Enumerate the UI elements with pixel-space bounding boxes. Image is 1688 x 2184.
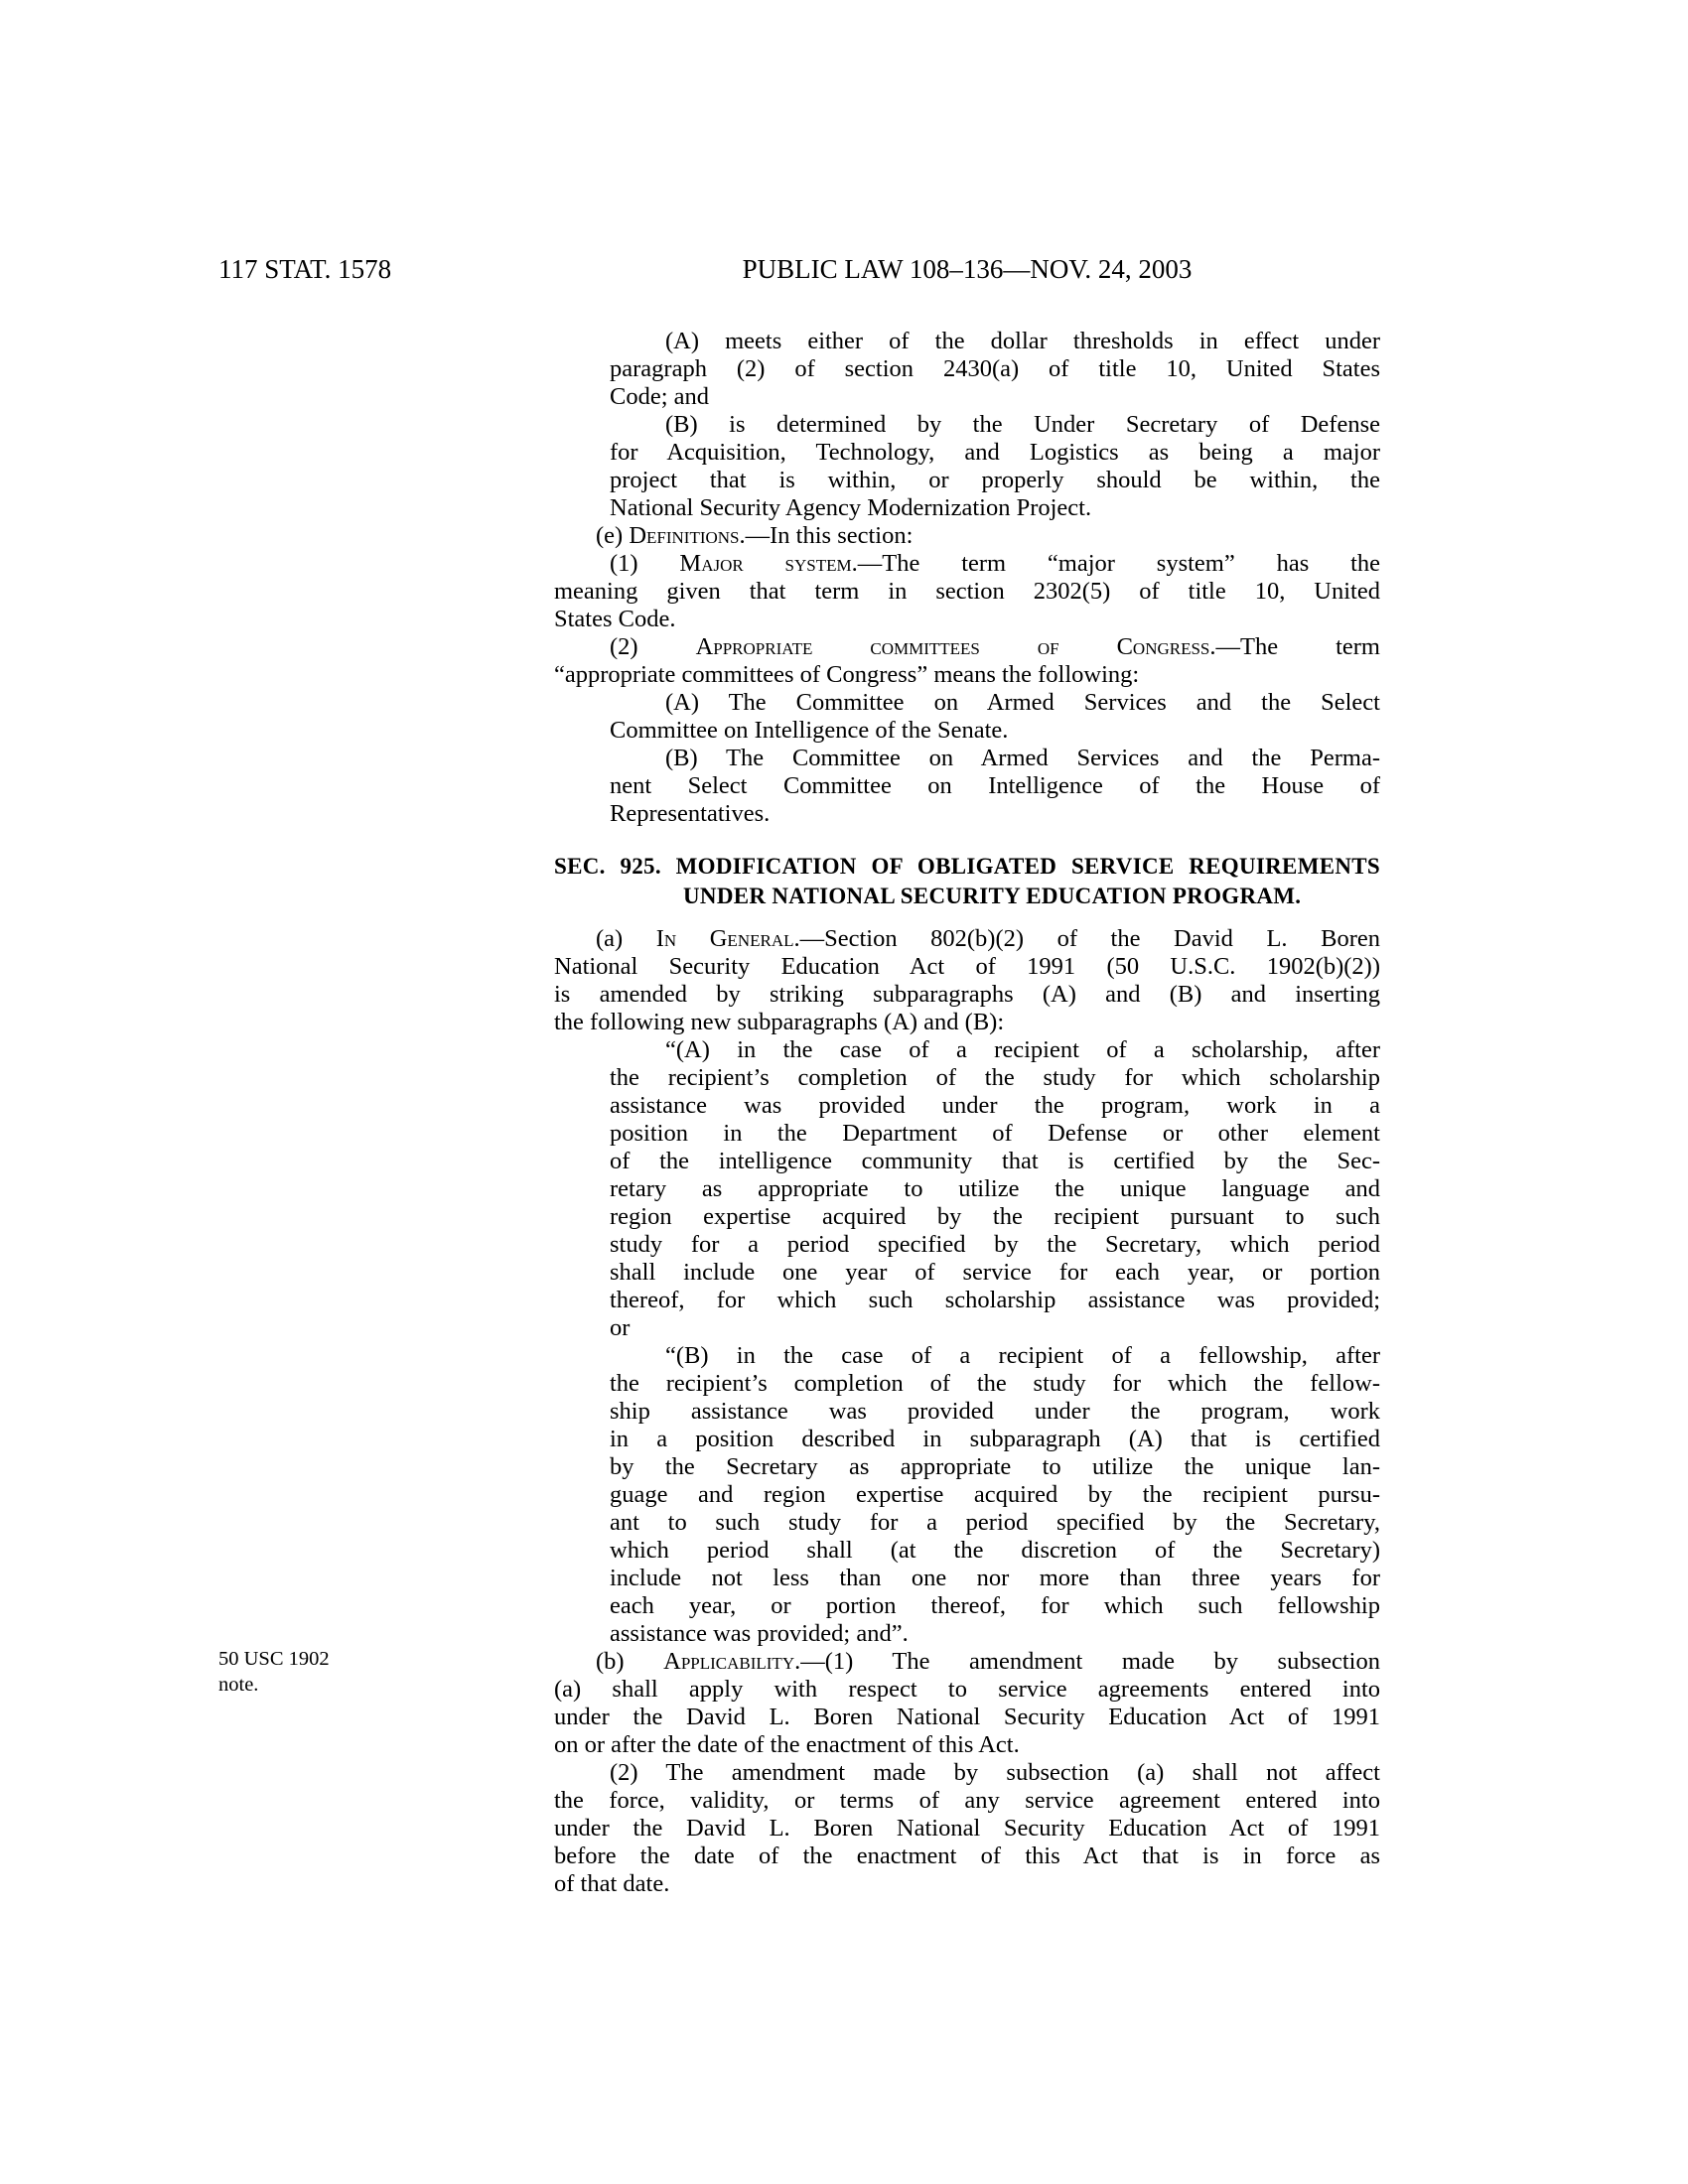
statute-body <box>554 328 1380 1898</box>
text-run: (2) The amendment made by subsection (a) shall not affect <box>610 1759 1380 1786</box>
text-run: “(B) in the case of a recipient of a fellowship, after <box>665 1342 1380 1369</box>
small-caps-term: Definitions <box>629 522 740 549</box>
statute-line <box>610 467 1380 494</box>
text-run: .—The term <box>1209 633 1380 660</box>
text-run: guage and region expertise acquired by the recipient pursu- <box>610 1481 1380 1508</box>
statute-line <box>554 1009 1380 1036</box>
statute-line <box>610 1426 1380 1453</box>
page-number: 117 STAT. 1578 <box>218 254 392 284</box>
text-run: .—In this section: <box>739 522 914 549</box>
text-run: study for a period specified by the Secretary, which period <box>610 1231 1380 1258</box>
statute-line <box>610 1259 1380 1287</box>
statute-line <box>610 1120 1380 1148</box>
statute-line <box>596 1648 1380 1676</box>
text-run: of that date. <box>554 1870 670 1897</box>
statute-line <box>610 494 1380 522</box>
statute-line <box>610 1092 1380 1120</box>
text-run: (a) <box>596 925 656 952</box>
statute-line <box>554 606 1380 633</box>
text-run: each year, or portion thereof, for which such fellowship <box>610 1592 1380 1619</box>
statute-line <box>554 1815 1380 1843</box>
statute-line <box>610 550 1380 578</box>
text-run: under the David L. Boren National Security Education Act of 1991 <box>554 1704 1380 1730</box>
statute-line <box>610 1481 1380 1509</box>
text-run: SEC. 925. MODIFICATION OF OBLIGATED SERVICE REQUIREMENTS <box>554 854 1380 879</box>
statute-line <box>610 1398 1380 1426</box>
statute-line <box>610 717 1380 745</box>
statute-line <box>610 1759 1380 1787</box>
text-run: ship assistance was provided under the program, work <box>610 1398 1380 1425</box>
small-caps-term: Appropriate committees of Congress <box>695 633 1210 660</box>
statute-line <box>610 1287 1380 1314</box>
text-run: National Security Education Act of 1991 (50 U.S.C. 1902(b)(2)) <box>554 953 1380 980</box>
text-run: by the Secretary as appropriate to utilize the unique lan- <box>610 1453 1380 1480</box>
law-header-title: PUBLIC LAW 108–136—NOV. 24, 2003 <box>742 254 1193 284</box>
small-caps-term: In General <box>655 925 794 952</box>
text-run: “appropriate committees of Congress” means the following: <box>554 661 1140 688</box>
statute-line <box>610 1565 1380 1592</box>
small-caps-term: Applicability <box>663 1648 795 1675</box>
statute-line <box>610 1231 1380 1259</box>
text-run: (2) <box>610 633 696 660</box>
text-run: nent Select Committee on Intelligence of the House of <box>610 772 1380 799</box>
text-run: in a position described in subparagraph (A) that is certified <box>610 1426 1380 1452</box>
text-run: for Acquisition, Technology, and Logistics as being a major <box>610 439 1380 466</box>
statute-line <box>610 1314 1380 1342</box>
statute-line <box>610 800 1380 828</box>
statute-line <box>610 1175 1380 1203</box>
text-run: Code; and <box>610 383 710 410</box>
statute-line <box>610 439 1380 467</box>
statute-line <box>665 745 1380 772</box>
statute-line <box>554 1870 1380 1898</box>
statute-line <box>610 1620 1380 1648</box>
text-run: which period shall (at the discretion of the Secretary) <box>610 1537 1380 1564</box>
statute-line <box>665 411 1380 439</box>
section-heading-line <box>683 882 1380 911</box>
text-run: position in the Department of Defense or other element <box>610 1120 1380 1147</box>
margin-note <box>218 1646 407 1698</box>
statute-line <box>610 1203 1380 1231</box>
text-run: (B) is determined by the Under Secretary of Defense <box>665 411 1380 438</box>
statute-line <box>554 661 1380 689</box>
margin-note-line: 50 USC 1902 <box>218 1648 330 1670</box>
statute-line <box>610 383 1380 411</box>
text-run: the recipient’s completion of the study for which the fellow- <box>610 1370 1380 1397</box>
small-caps-term: Major system <box>679 550 852 577</box>
statute-line <box>610 355 1380 383</box>
text-run: (A) The Committee on Armed Services and the Select <box>665 689 1380 716</box>
text-run: include not less than one nor more than three years for <box>610 1565 1380 1591</box>
statute-line <box>610 1148 1380 1175</box>
text-run: region expertise acquired by the recipient pursuant to such <box>610 1203 1380 1230</box>
text-run: “(A) in the case of a recipient of a scholarship, after <box>665 1036 1380 1063</box>
text-run: Committee on Intelligence of the Senate. <box>610 717 1009 744</box>
text-run: shall include one year of service for each year, or portion <box>610 1259 1380 1286</box>
text-run: ant to such study for a period specified by the Secretary, <box>610 1509 1380 1536</box>
statute-line <box>554 578 1380 606</box>
statute-line <box>554 1704 1380 1731</box>
statute-line <box>610 633 1380 661</box>
statute-line <box>554 1676 1380 1704</box>
statute-line <box>610 1537 1380 1565</box>
statute-line <box>554 1787 1380 1815</box>
text-run: before the date of the enactment of this Act that is in force as <box>554 1843 1380 1869</box>
statute-line <box>610 1064 1380 1092</box>
text-run: the force, validity, or terms of any service agreement entered into <box>554 1787 1380 1814</box>
text-run: Representatives. <box>610 800 771 827</box>
statute-line <box>610 1592 1380 1620</box>
text-run: on or after the date of the enactment of this Act. <box>554 1731 1020 1758</box>
text-run: assistance was provided; and”. <box>610 1620 909 1647</box>
text-run: project that is within, or properly should be within, the <box>610 467 1380 493</box>
statute-line <box>554 981 1380 1009</box>
text-run: .—Section 802(b)(2) of the David L. Boren <box>793 925 1380 952</box>
text-run: the recipient’s completion of the study for which scholarship <box>610 1064 1380 1091</box>
text-run: (e) <box>596 522 630 549</box>
statute-line <box>665 328 1380 355</box>
section-heading-line <box>554 852 1380 882</box>
text-run: is amended by striking subparagraphs (A) and (B) and inserting <box>554 981 1380 1008</box>
text-run: meaning given that term in section 2302(5) of title 10, United <box>554 578 1380 605</box>
text-run: paragraph (2) of section 2430(a) of title 10, United States <box>610 355 1380 382</box>
text-run: (a) shall apply with respect to service agreements entered into <box>554 1676 1380 1703</box>
text-run: (A) meets either of the dollar thresholds in effect under <box>665 328 1380 354</box>
statute-line <box>610 1453 1380 1481</box>
text-run: .—The term “major system” has the <box>851 550 1381 577</box>
text-run: retary as appropriate to utilize the unique language and <box>610 1175 1380 1202</box>
text-run: States Code. <box>554 606 676 632</box>
statute-line <box>554 1731 1380 1759</box>
text-run: (b) <box>596 1648 664 1675</box>
text-run: under the David L. Boren National Security Education Act of 1991 <box>554 1815 1380 1842</box>
statute-line <box>665 1036 1380 1064</box>
text-run: assistance was provided under the program, work in a <box>610 1092 1380 1119</box>
statute-line <box>665 689 1380 717</box>
text-run: of the intelligence community that is certified by the Sec- <box>610 1148 1380 1174</box>
text-run: UNDER NATIONAL SECURITY EDUCATION PROGRAM. <box>683 884 1302 908</box>
statute-line <box>610 1509 1380 1537</box>
text-run: National Security Agency Modernization Project. <box>610 494 1092 521</box>
statute-line <box>596 925 1380 953</box>
statute-line <box>596 522 1380 550</box>
text-run: .—(1) The amendment made by subsection <box>794 1648 1380 1675</box>
statute-line <box>610 772 1380 800</box>
margin-note-line: note. <box>218 1674 259 1696</box>
statute-line <box>665 1342 1380 1370</box>
statute-line <box>554 1843 1380 1870</box>
statute-line <box>554 953 1380 981</box>
text-run: the following new subparagraphs (A) and (B): <box>554 1009 1005 1035</box>
text-run: (B) The Committee on Armed Services and the Perma- <box>665 745 1380 771</box>
statute-line <box>610 1370 1380 1398</box>
text-run: (1) <box>610 550 680 577</box>
text-run: thereof, for which such scholarship assistance was provided; <box>610 1287 1380 1313</box>
text-run: or <box>610 1314 631 1341</box>
